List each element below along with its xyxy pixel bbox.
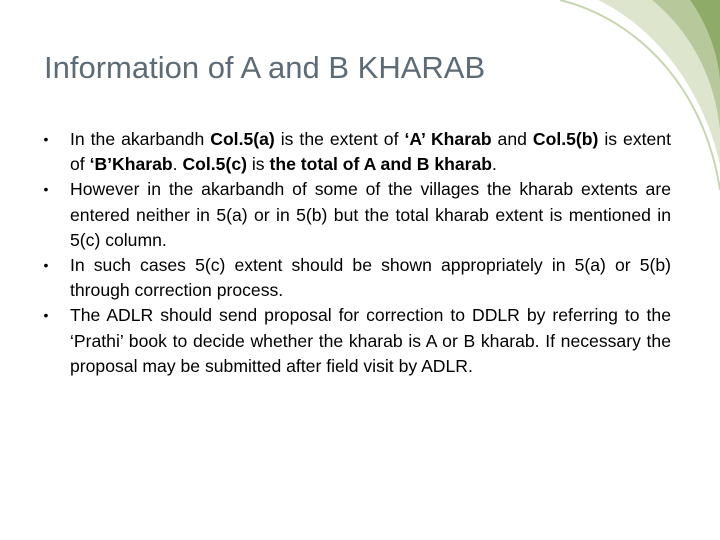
text-run-bold: ‘B’Kharab xyxy=(89,154,173,175)
bullet-list xyxy=(43,127,671,379)
bullet-text xyxy=(70,129,671,174)
text-run-bold: Col.5(c) xyxy=(182,154,247,175)
text-run-bold: the total of A and B kharab xyxy=(269,154,493,175)
text-run: and xyxy=(491,129,533,149)
text-run: is extent of xyxy=(70,129,671,175)
text-run: is the extent of xyxy=(274,129,405,149)
bullet-dot-icon: • xyxy=(43,181,49,198)
text-run: In the akarbandh xyxy=(70,129,211,149)
bullet-text: The ADLR should send proposal for correction to DDLR by referring to the ‘Prathi’ book to decide whether the kharab is A or B kharab. If necessary the proposal may be submitted after field visit by ADLR. xyxy=(70,305,671,376)
text-run-bold: Col.5(a) xyxy=(210,129,275,149)
text-run: . xyxy=(492,154,497,175)
bullet-item xyxy=(43,127,671,177)
bullet-text: In such cases 5(c) extent should be shown appropriately in 5(a) or 5(b) through correction process. xyxy=(70,255,671,301)
bullet-item xyxy=(43,303,671,379)
bullet-text: However in the akarbandh of some of the villages the kharab extents are entered neither in 5(a) or in 5(b) but the total kharab extent is mentioned in 5(c) column. xyxy=(70,179,671,250)
bullet-dot-icon: • xyxy=(43,307,49,324)
bullet-item xyxy=(43,177,671,253)
text-run-bold: Col.5(b) xyxy=(532,129,599,149)
text-run: is xyxy=(246,154,270,175)
slide-title: Information of A and B KHARAB xyxy=(44,50,486,85)
text-run: . xyxy=(172,154,183,175)
bullet-item xyxy=(43,253,671,303)
bullet-dot-icon: • xyxy=(43,257,49,274)
text-run-bold: ‘A’ Kharab xyxy=(404,129,492,149)
bullet-dot-icon: • xyxy=(43,131,49,147)
